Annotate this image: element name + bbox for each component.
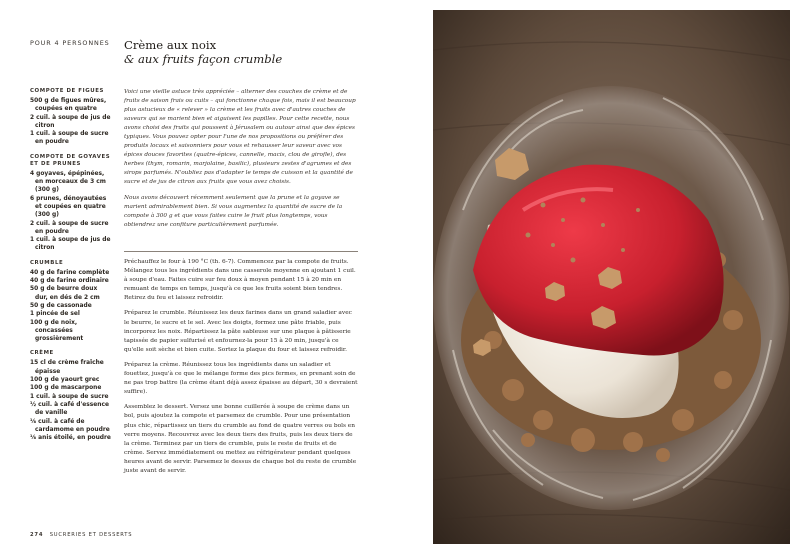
ingredient-section <box>30 88 112 147</box>
title-line-1: Crème aux noix <box>124 38 217 52</box>
method-paragraph: Préparez la crème. Réunissez tous les ingrédients dans un saladier et fouettez, jusqu'à ce que le mélange forme des pics fermes, en prenant soin de ne pas trop battre (la crème étant déjà assez épaisse au départ, 30 s devraient suffire). <box>124 361 358 396</box>
ingredient-item: 6 prunes, dénoyautées et coupées en quatre (300 g) <box>30 195 107 219</box>
ingredient-item: 50 g de beurre doux dur, en dés de 2 cm <box>30 286 100 301</box>
method-paragraph: Assemblez le dessert. Versez une bonne cuillerée à soupe de crème dans un bol, puis ajoutez la compote et parsemez de crumble. Pour une présentation plus chic, répartissez un tiers du crumble au fond de quatre verres ou bols en verre moyens. Recouvrez avec les deux tiers des fruits, puis les deux tiers de la crème. Terminez par un tiers de crumble, puis le reste de fruits et de crème. Servez immédiatement ou mettez au réfrigérateur pendant quelques heures avant de servir. Parsemez le dessus de chaque bol du reste de crumble juste avant de servir. <box>124 404 357 474</box>
ingredient-section <box>30 350 112 442</box>
ingredient-heading: CRÈME <box>30 350 54 357</box>
servings-label: POUR 4 PERSONNES <box>30 39 110 47</box>
ingredient-item: 1 cuil. à soupe de sucre <box>30 393 109 400</box>
ingredient-item: 2 cuil. à soupe de jus de citron <box>30 114 111 129</box>
ingredient-item: 1 cuil. à soupe de sucre en poudre <box>30 131 109 146</box>
recipe-title <box>124 38 384 66</box>
ingredient-item: ½ cuil. à café d'essence de vanille <box>30 401 109 417</box>
ingredients-column <box>30 88 112 449</box>
recipe-method <box>124 258 358 482</box>
ingredient-section <box>30 154 112 253</box>
ingredient-item: 15 cl de crème fraîche épaisse <box>30 360 104 375</box>
ingredient-heading: COMPOTE DE GOYAVES ET DE PRUNES <box>30 153 111 167</box>
ingredient-item: ⅛ anis étoilé, en poudre <box>30 435 111 442</box>
method-paragraph: Préparez le crumble. Réunissez les deux farines dans un grand saladier avec le beurre, le sucre et le sel. Avec les doigts, formez une pâte friable, puis incorporez les noix. Répartissez la pâte sableuse sur une plaque à pâtisserie tapissée de papier sulfurisé et enfournez-la pour 15 à 20 min, jusqu'à ce qu'elle soit sèche et bien cuite. Sortez la plaque du four et laissez refroidir. <box>124 310 352 353</box>
ingredient-item: 100 g de mascarpone <box>30 385 102 392</box>
ingredient-item: 4 goyaves, épépinées, en morceaux de 3 cm (300 g) <box>30 170 106 194</box>
dessert-illustration <box>433 10 790 544</box>
method-paragraph: Préchauffez le four à 190 °C (th. 6-7). Commencez par la compote de fruits. Mélangez tous les ingrédients dans une casserole moyenne en ajoutant 1 cuil. à soupe d'eau. Faites cuire sur feu doux à moyen pendant 15 à 20 min en remuant de temps en temps, jusqu'à ce que les fruits soient bien tendres. Retirez du feu et laissez refroidir. <box>124 259 356 302</box>
ingredient-heading: COMPOTE DE FIGUES <box>30 88 104 94</box>
ingredient-item: 1 pincée de sel <box>30 311 80 318</box>
ingredient-item: 40 g de farine complète <box>30 269 110 276</box>
dessert-photo <box>433 10 790 544</box>
ingredient-item: 500 g de figues mûres, coupées en quatre <box>30 98 107 113</box>
ingredient-heading: CRUMBLE <box>30 259 64 266</box>
ingredient-item: 40 g de farine ordinaire <box>30 278 109 285</box>
page-number: 274 <box>30 532 44 538</box>
ingredient-item: 2 cuil. à soupe de sucre en poudre <box>30 220 109 235</box>
ingredient-item: 1 cuil. à soupe de jus de citron <box>30 237 111 252</box>
ingredient-item: 100 g de noix, concassées grossièrement <box>30 319 84 343</box>
section-name: SUCRERIES ET DESSERTS <box>49 532 133 538</box>
title-line-2: & aux fruits façon crumble <box>124 52 283 66</box>
section-divider <box>124 251 358 252</box>
ingredient-item: 50 g de cassonade <box>30 302 92 309</box>
recipe-introduction <box>124 88 358 236</box>
intro-paragraph: Voici une vieille astuce très appréciée – alterner des couches de crème et de fruits de saison frais ou cuits – qui fonctionne chaque fois, mais il est beaucoup plus astucieux de « relever » la crème et les fruits avec d'autres couches de saveurs qui se marient bien et aiguisent les papilles. Pour cette recette, nous avons choisi des fruits qui poussent à Jérusalem ou autour ainsi que des épices typiques. Vous pouvez opter pour l'une de nos propositions ou préférer des produits locaux et saisonniers pour vous et rehausser leur saveur avec vos épices douces favorites (quatre-épices, cannelle, macis, clou de girofle), des herbes (thym, romarin, marjolaine, basilic), plusieurs zestes d'agrumes et des sirops parfumés. N'oubliez pas d'adapter le temps de cuisson et la quantité de sucre et de jus de citron aux fruits que vous avez choisis. <box>124 89 356 186</box>
ingredient-item: ⅛ cuil. à café de cardamome en poudre <box>30 418 110 433</box>
intro-paragraph: Nous avons découvert récemment seulement que la prune et la goyave se marient admirablement bien. Si vous augmentez la quantité de sucre de la compote à 300 g et que vous faites cuire le fruit plus longtemps, vous obtiendrez une confiture particulièrement parfumée. <box>124 194 343 228</box>
page-footer <box>30 532 132 538</box>
ingredient-section <box>30 260 112 344</box>
ingredient-item: 100 g de yaourt grec <box>30 377 100 384</box>
